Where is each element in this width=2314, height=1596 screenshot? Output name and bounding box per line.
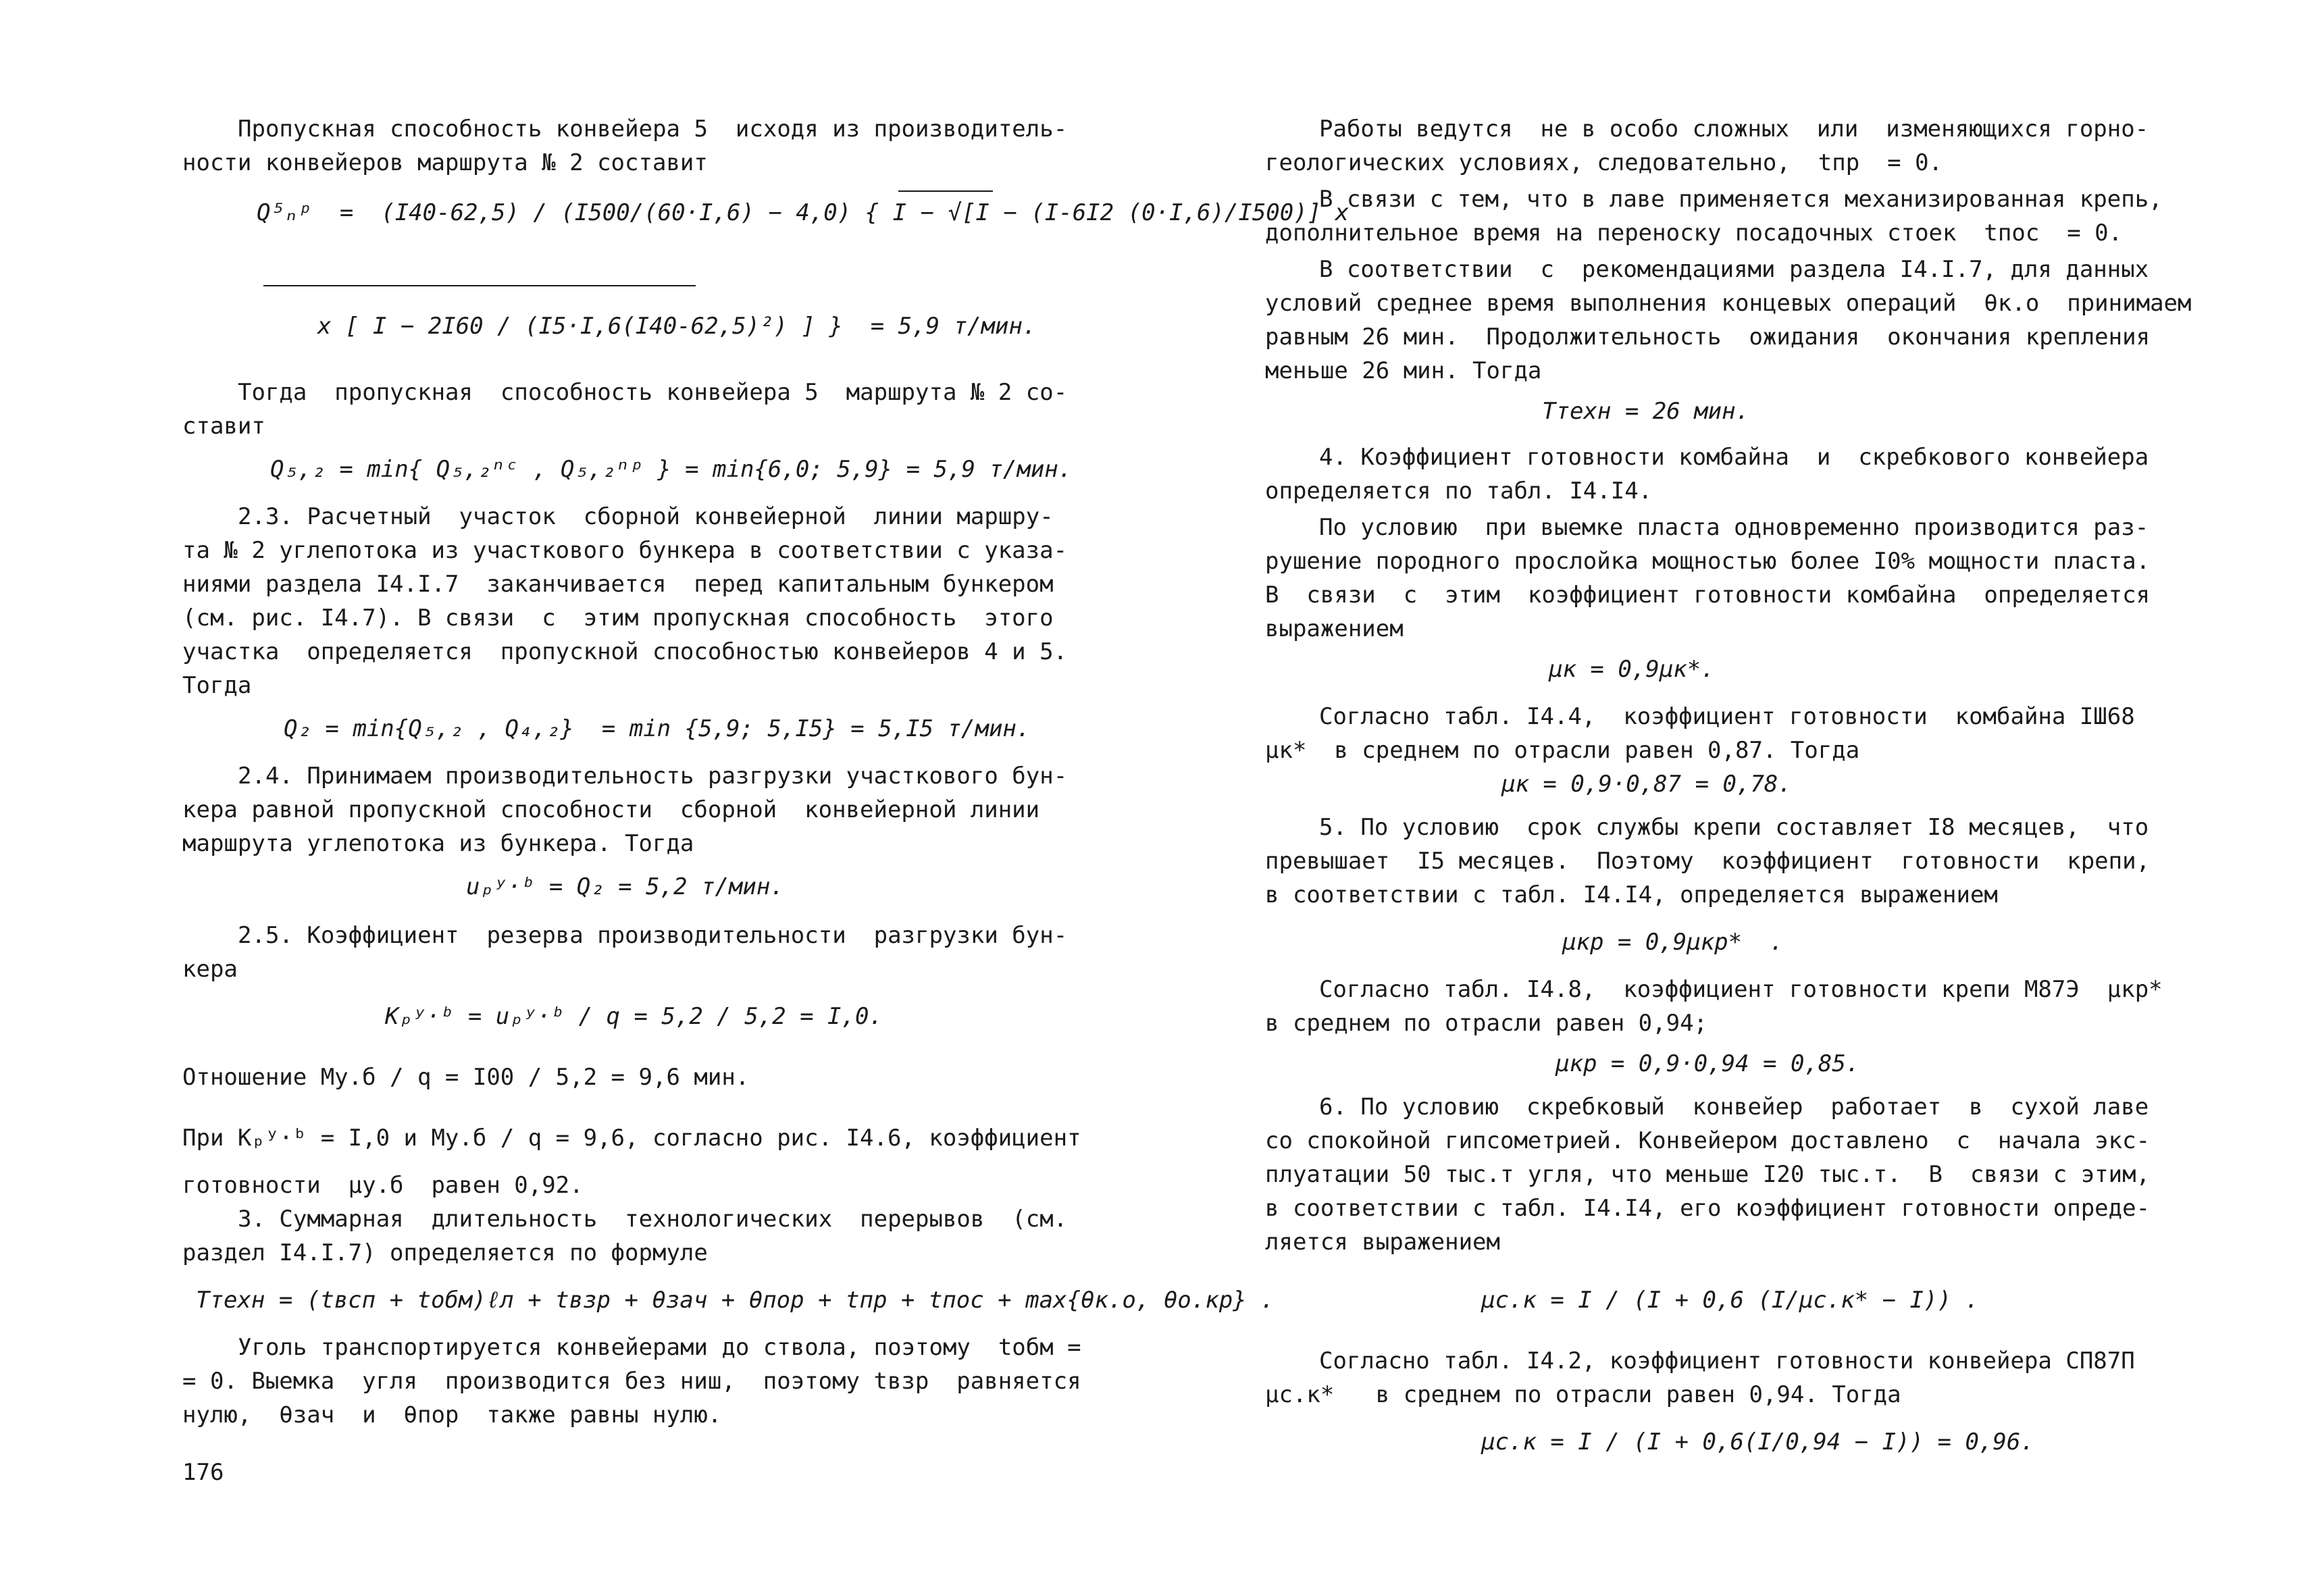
text-line: Согласно табл. I4.8, коэффициент готовности крепи М87Э μкр*: [1319, 976, 2163, 1003]
text-line: дополнительное время на переноску посадочных стоек tпос = 0.: [1265, 220, 2123, 247]
text-line: При Kₚʸ·ᵇ = I,0 и Mу.б / q = 9,6, согласно рис. I4.6, коэффициент: [182, 1125, 1081, 1152]
formula-line: μкр = 0,9μкр* .: [1562, 929, 1784, 956]
text-line: условий среднее время выполнения концевых операций θк.о принимаем: [1265, 290, 2192, 317]
formula-line: Q₂ = min{Q₅,₂ , Q₄,₂} = min {5,9; 5,I5} = 5,I5 т/мин.: [284, 715, 1031, 742]
text-line: Тогда: [182, 672, 252, 699]
text-line: Отношение Mу.б / q = I00 / 5,2 = 9,6 мин.: [182, 1064, 750, 1091]
text-line: в соответствии с табл. I4.I4, определяется выражением: [1265, 881, 1998, 908]
text-line: Согласно табл. I4.2, коэффициент готовности конвейера СП87П: [1319, 1347, 2135, 1374]
text-line: раздел I4.I.7) определяется по формуле: [182, 1239, 708, 1266]
text-line: Согласно табл. I4.4, коэффициент готовности комбайна IШ68: [1319, 703, 2135, 730]
text-line: 4. Коэффициент готовности комбайна и скребкового конвейера: [1319, 444, 2149, 471]
text-line: Работы ведутся не в особо сложных или изменяющихся горно-: [1319, 115, 2149, 143]
formula-line: μк = 0,9μк*.: [1549, 656, 1715, 683]
text-line: ности конвейеров маршрута № 2 составит: [182, 149, 708, 176]
text-line: равным 26 мин. Продолжительность ожидания окончания крепления: [1265, 324, 2151, 351]
text-line: выражением: [1265, 615, 1404, 642]
formula-line: μс.к = I / (I + 0,6(I/0,94 − I)) = 0,96.: [1481, 1428, 2034, 1456]
text-line: в соответствии с табл. I4.I4, его коэффициент готовности опреде-: [1265, 1195, 2151, 1222]
text-line: геологических условиях, следовательно, tпр = 0.: [1265, 149, 1943, 176]
formula-line: μс.к = I / (I + 0,6 (I/μс.к* − I)) .: [1481, 1287, 1979, 1314]
text-line: 2.4. Принимаем производительность разгрузки участкового бун-: [238, 763, 1068, 790]
formula-line: Q⁵ₙᵖ = (I40-62,5) / (I500/(60·I,6) − 4,0) { I − √[I − (I-6I2 (0·I,6)/I500)] x: [257, 199, 1349, 226]
text-line: μк* в среднем по отрасли равен 0,87. Тогда: [1265, 737, 1860, 764]
text-line: 6. По условию скребковый конвейер работает в сухой лаве: [1319, 1093, 2149, 1121]
formula-line: μк = 0,9·0,87 = 0,78.: [1501, 771, 1792, 798]
text-line: 2.3. Расчетный участок сборной конвейерной линии маршру-: [238, 503, 1054, 530]
text-line: В связи с тем, что в лаве применяется механизированная крепь,: [1319, 186, 2163, 213]
text-line: По условию при выемке пласта одновременно производится раз-: [1319, 514, 2149, 541]
text-line: ставит: [182, 413, 265, 440]
text-line: превышает I5 месяцев. Поэтому коэффициент готовности крепи,: [1265, 848, 2151, 875]
formula-line: Kₚʸ·ᵇ = uₚʸ·ᵇ / q = 5,2 / 5,2 = I,0.: [385, 1003, 883, 1030]
formula-line: Q₅,₂ = min{ Q₅,₂ⁿᶜ , Q₅,₂ⁿᵖ } = min{6,0; 5,9} = 5,9 т/мин.: [270, 456, 1073, 483]
arrow-line: [898, 190, 993, 192]
text-line: та № 2 углепотока из участкового бункера в соответствии с указа-: [182, 537, 1068, 564]
text-line: Уголь транспортируется конвейерами до ствола, поэтому tобм =: [238, 1334, 1081, 1361]
text-line: = 0. Выемка угля производится без ниш, поэтому tвзр равняется: [182, 1368, 1081, 1395]
formula-line: Tтехн = (tвсп + tобм)ℓл + tвзр + θзач + θпор + tпр + tпос + max{θк.о, θо.кр} .: [196, 1287, 1275, 1314]
page-number: 176: [182, 1459, 224, 1486]
text-line: кера равной пропускной способности сборной конвейерной линии: [182, 796, 1040, 823]
text-line: со спокойной гипсометрией. Конвейером доставлено с начала экс-: [1265, 1127, 2151, 1154]
formula-line: x [ I − 2I60 / (I5·I,6(I40-62,5)²) ] } = 5,9 т/мин.: [317, 313, 1037, 340]
formula-line: uₚʸ·ᵇ = Q₂ = 5,2 т/мин.: [466, 873, 784, 900]
text-line: Тогда пропускная способность конвейера 5 маршрута № 2 со-: [238, 379, 1068, 406]
text-line: 3. Суммарная длительность технологических перерывов (см.: [238, 1206, 1068, 1233]
text-line: ниями раздела I4.I.7 заканчивается перед капитальным бункером: [182, 571, 1054, 598]
arrow-line: [263, 285, 696, 286]
formula-line: μкр = 0,9·0,94 = 0,85.: [1555, 1050, 1860, 1077]
text-line: 5. По условию срок службы крепи составляет I8 месяцев, что: [1319, 814, 2149, 841]
text-line: готовности μу.б равен 0,92.: [182, 1172, 584, 1199]
text-line: В соответствии с рекомендациями раздела I4.I.7, для данных: [1319, 256, 2149, 283]
text-line: ляется выражением: [1265, 1229, 1500, 1256]
right-page: [1157, 0, 2314, 1596]
text-line: В связи с этим коэффициент готовности комбайна определяется: [1265, 582, 2151, 609]
text-line: плуатации 50 тыс.т угля, что меньше I20 тыс.т. В связи с этим,: [1265, 1161, 2151, 1188]
text-line: участка определяется пропускной способностью конвейеров 4 и 5.: [182, 638, 1068, 665]
text-line: (см. рис. I4.7). В связи с этим пропускная способность этого: [182, 604, 1054, 632]
text-line: меньше 26 мин. Тогда: [1265, 357, 1542, 384]
text-line: маршрута углепотока из бункера. Тогда: [182, 830, 694, 857]
text-line: μс.к* в среднем по отрасли равен 0,94. Тогда: [1265, 1381, 1901, 1408]
text-line: нулю, θзач и θпор также равны нулю.: [182, 1401, 722, 1428]
text-line: рушение породного прослойка мощностью более I0% мощности пласта.: [1265, 548, 2151, 575]
text-line: 2.5. Коэффициент резерва производительности разгрузки бун-: [238, 922, 1068, 949]
text-line: определяется по табл. I4.I4.: [1265, 478, 1653, 505]
text-line: Пропускная способность конвейера 5 исходя из производитель-: [238, 115, 1068, 143]
text-line: кера: [182, 956, 238, 983]
text-line: в среднем по отрасли равен 0,94;: [1265, 1010, 1708, 1037]
formula-line: Tтехн = 26 мин.: [1542, 398, 1750, 425]
